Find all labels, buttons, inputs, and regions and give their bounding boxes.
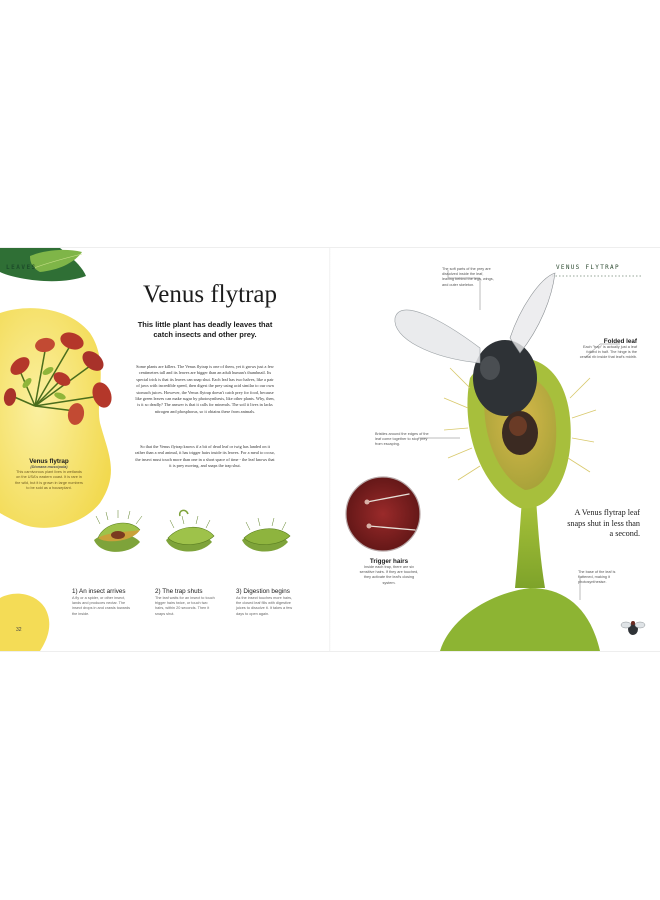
page-subtitle: This little plant has deadly leaves that catch insects and other prey. xyxy=(137,320,273,339)
folded-leaf-text: Each "trap" is actually just a leaf folded in half. The hinge is the central rib inside that leaf's midrib. xyxy=(579,345,637,360)
step-3-illustration xyxy=(236,510,296,558)
section-header: VENUS FLYTRAP xyxy=(556,264,620,271)
step-1-title: 1) An insect arrives xyxy=(72,588,126,595)
plant-caption-latin: (Dionaea muscipula) xyxy=(30,465,68,469)
callout-prey-remains: The soft parts of the prey are dissolved inside the leaf, leaving behind the legs, wings, and outer skeleton. xyxy=(442,267,494,287)
callout-stalk: The base of the leaf is flattened, making it photosynthesise. xyxy=(578,570,616,585)
trigger-hair-inset xyxy=(343,474,423,554)
step-2-title: 2) The trap shuts xyxy=(155,588,203,595)
section-tab: LEAVES xyxy=(6,264,37,271)
step-3-text: As the insect touches more hairs, the closed leaf fills with digestive juices to dissolve it. It takes a few days to open again. xyxy=(236,596,293,616)
big-quote: A Venus flytrap leaf snaps shut in less than a second. xyxy=(567,508,640,538)
body-paragraph-2: So that the Venus flytrap knows if a bit of dead leaf or twig has landed on it rather than a real animal, it has trigger hairs inside its leaves. For a meal to occur, the insect must touch more than one in a short space of time - the leaf knows that it is prey moving, and snaps the trap shut. xyxy=(135,444,275,469)
page-title: Venus flytrap xyxy=(143,281,277,308)
venus-flytrap-illustration xyxy=(0,311,125,441)
trigger-hairs-callout xyxy=(358,558,420,586)
folded-leaf-callout xyxy=(575,338,637,361)
page-number: 32 xyxy=(16,627,22,633)
step-1-illustration xyxy=(88,510,148,558)
callout-bristles: Bristles around the edges of the leaf come together to stop prey from escaping. xyxy=(375,432,429,447)
fly-icon xyxy=(620,618,646,638)
step-1-text: A fly or a spider, or other insect, lands and produces nectar. The insect drops in and crawls towards the inside. xyxy=(72,596,131,616)
trigger-hairs-text: Inside each trap, there are six sensitive hairs. If they are touched, they activate the leaf's closing system. xyxy=(359,565,419,585)
trigger-hairs-title: Trigger hairs xyxy=(369,558,409,565)
step-2-text: The leaf waits for an insect to touch trigger hairs twice, or touch two hairs, within 20 seconds. Then it snaps shut. xyxy=(155,596,215,616)
body-paragraph-1: Some plants are killers. The Venus flytrap is one of them, yet it grows just a few centimetres tall and its leaves are bigger than an adult human's thumbnail. Its special trick is that its leaves can snap shut. Each leaf has two halves, like a pair of jaws with incredible speed, then digest the prey using acid similar to our own stomach juices. However, the Venus flytrap doesn't catch prey for food, because like green leaves can make sugar by photosynthesis, like other plants. Why, then, is it so deadly? The answer is that it calls for minerals. The soil it lives in lacks nitrogen and phosphorus, so it obtains these from animals. xyxy=(135,364,275,414)
book-spread xyxy=(0,247,660,652)
step-2-illustration xyxy=(160,506,220,558)
plant-caption-title: Venus flytrap xyxy=(29,458,69,465)
callout-leaders xyxy=(330,248,660,651)
step-3-title: 3) Digestion begins xyxy=(236,588,290,595)
plant-caption-text: This carnivorous plant lives in wetlands on the USA's eastern coast. It is rare in the wild, but it is grown in large numbers to be sold as a houseplant. xyxy=(15,470,83,490)
plant-caption xyxy=(14,458,84,491)
folded-leaf-title: Folded leaf xyxy=(603,338,637,345)
